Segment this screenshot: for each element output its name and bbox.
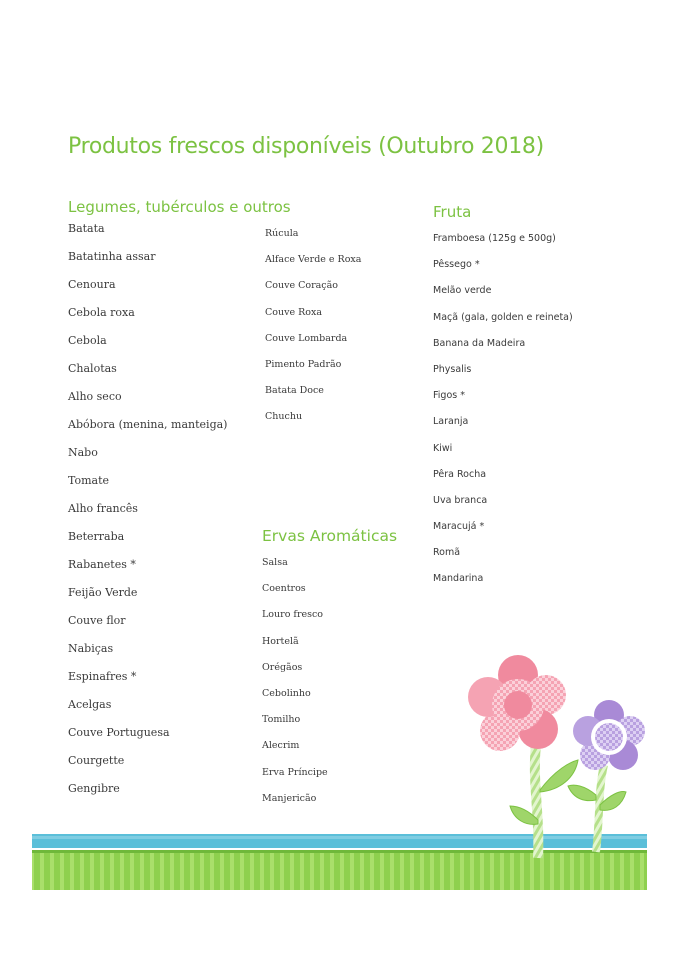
ervas-item: Coentros — [262, 583, 306, 595]
purple-flower-icon — [573, 700, 645, 770]
ervas-item: Cebolinho — [262, 687, 311, 699]
legumes-item: Rúcula — [265, 228, 299, 239]
legumes-heading: Legumes, tubérculos e outros — [68, 198, 291, 216]
ervas-item: Salsa — [262, 557, 288, 568]
legumes-item: Courgette — [68, 754, 125, 767]
legumes-item: Pimento Padrão — [265, 358, 342, 370]
legumes-item: Couve Coração — [265, 280, 339, 292]
fruta-heading: Fruta — [433, 203, 472, 221]
legumes-item: Batatinha assar — [68, 250, 156, 263]
legumes-item: Couve Portuguesa — [68, 726, 170, 739]
legumes-item: Couve Lombarda — [265, 332, 348, 344]
legumes-item: Espinafres * — [68, 670, 137, 683]
fruta-item: Melão verde — [433, 285, 492, 297]
legumes-item: Alho francês — [68, 502, 138, 515]
ervas-item: Louro fresco — [262, 609, 324, 621]
fruta-item: Framboesa (125g e 500g) — [433, 233, 556, 244]
legumes-item: Abóbora (menina, manteiga) — [68, 418, 228, 431]
legumes-item: Batata — [68, 222, 105, 235]
legumes-item: Nabiças — [68, 642, 114, 655]
fruta-item: Laranja — [433, 416, 469, 428]
legumes-item: Cebola roxa — [68, 306, 135, 319]
pink-flower-icon — [468, 655, 566, 751]
legumes-item: Rabanetes * — [68, 558, 136, 571]
fruta-item: Kiwi — [433, 442, 453, 454]
legumes-item: Feijão Verde — [68, 586, 138, 599]
legumes-item: Acelgas — [68, 698, 112, 711]
legumes-item: Couve Roxa — [265, 306, 323, 318]
fruta-item: Figos * — [433, 390, 465, 402]
grass-stripe-band — [32, 850, 647, 890]
fruta-item: Uva branca — [433, 494, 488, 506]
fruta-item: Mandarina — [433, 573, 484, 585]
legumes-item: Chalotas — [68, 362, 117, 375]
fruta-item: Banana da Madeira — [433, 337, 526, 349]
legumes-item: Tomate — [68, 474, 110, 487]
fruta-item: Maçã (gala, golden e reineta) — [433, 311, 573, 323]
legumes-item: Nabo — [68, 446, 98, 459]
legumes-item: Alface Verde e Roxa — [265, 254, 362, 266]
blue-stripe-band — [32, 834, 647, 848]
ervas-heading: Ervas Aromáticas — [262, 527, 398, 545]
ervas-item: Alecrim — [262, 740, 300, 752]
fruta-item: Pêra Rocha — [433, 468, 487, 480]
ervas-item: Manjericão — [262, 792, 317, 804]
fruta-item: Pêssego * — [433, 259, 480, 271]
legumes-item: Beterraba — [68, 530, 125, 543]
legumes-item: Couve flor — [68, 614, 126, 627]
legumes-item: Alho seco — [68, 390, 122, 403]
ervas-item: Erva Príncipe — [262, 766, 328, 778]
legumes-item: Batata Doce — [265, 385, 324, 397]
legumes-item: Chuchu — [265, 411, 303, 423]
fruta-item: Physalis — [433, 363, 472, 375]
fruta-item: Maracujá * — [433, 521, 485, 533]
ervas-item: Hortelã — [262, 635, 299, 647]
ervas-item: Orégãos — [262, 661, 303, 673]
fruta-item: Romã — [433, 547, 461, 559]
legumes-item: Cebola — [68, 334, 107, 347]
legumes-item: Gengibre — [68, 782, 120, 795]
page-title: Produtos frescos disponíveis (Outubro 2018) — [68, 134, 544, 159]
ervas-item: Tomilho — [262, 714, 301, 726]
legumes-item: Cenoura — [68, 278, 116, 291]
